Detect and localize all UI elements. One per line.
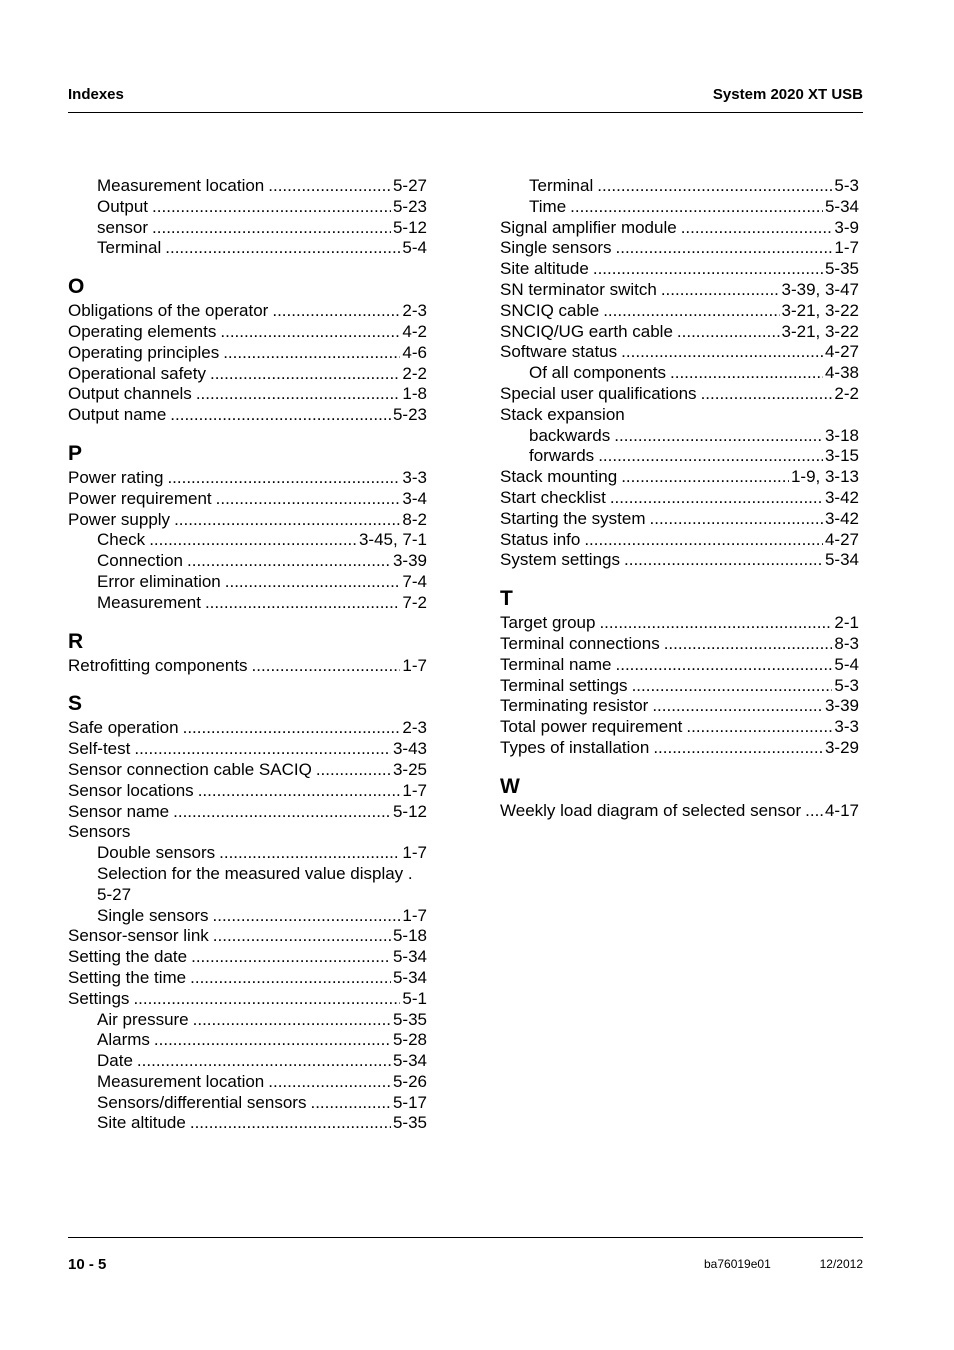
dot-leader [599, 613, 832, 634]
index-subentry [68, 176, 427, 197]
index-page-ref: 4-17 [824, 800, 859, 820]
index-term: Types of installation [500, 737, 650, 757]
index-term: Obligations of the operator [68, 301, 269, 321]
index-term: Special user qualifications [500, 383, 697, 403]
index-term: Operating principles [68, 342, 220, 362]
dot-leader [621, 467, 789, 488]
index-page-ref: 4-27 [824, 342, 859, 362]
index-page-ref: 4-38 [824, 363, 859, 383]
index-entry [500, 322, 859, 343]
dot-leader [174, 510, 400, 531]
index-entry [68, 802, 427, 823]
dot-leader [170, 405, 391, 426]
index-term: Stack mounting [500, 467, 618, 487]
dot-leader [310, 1093, 391, 1114]
header-product-name: System 2020 XT USB [712, 86, 863, 103]
index-term: Sensor name [68, 801, 170, 821]
index-term: Settings [68, 988, 130, 1008]
index-term: Output [97, 196, 149, 216]
index-subentry [68, 1030, 427, 1051]
index-term: Terminal settings [500, 675, 628, 695]
index-page-ref: 3-39, 3-47 [781, 279, 859, 299]
index-term: Software status [500, 342, 618, 362]
footer-date: 12/2012 [819, 1257, 863, 1271]
index-entry [68, 989, 427, 1010]
index-subentry [68, 843, 427, 864]
index-term: Of all components [529, 363, 667, 383]
index-page-ref: 5-4 [402, 238, 427, 258]
index-entry [68, 781, 427, 802]
index-page-ref: 3-21, 3-22 [781, 321, 859, 341]
index-entry [68, 510, 427, 531]
index-subentry [68, 1072, 427, 1093]
index-subentry [68, 218, 427, 239]
index-term: forwards [529, 446, 595, 466]
index-term: Error elimination [97, 571, 221, 591]
dot-leader [190, 968, 391, 989]
index-subentry [68, 1093, 427, 1114]
dot-leader [603, 301, 779, 322]
dot-leader [624, 550, 823, 571]
index-page-ref: 5-18 [392, 926, 427, 946]
index-page-ref: 2-2 [402, 363, 427, 383]
index-subentry [500, 363, 859, 384]
index-entry [500, 467, 859, 488]
dot-leader [223, 343, 400, 364]
index-term: Single sensors [97, 905, 209, 925]
dot-leader [616, 238, 833, 259]
index-page-ref: 5-12 [392, 217, 427, 237]
index-page-ref: 3-3 [834, 717, 859, 737]
index-term: Sensor locations [68, 780, 194, 800]
index-term: Output name [68, 405, 167, 425]
index-term: Setting the date [68, 947, 188, 967]
index-term: Power supply [68, 509, 171, 529]
index-subentry [68, 1113, 427, 1134]
index-page-ref: 3-42 [824, 487, 859, 507]
index-page-ref: 3-42 [824, 508, 859, 528]
index-page-ref: 2-3 [402, 718, 427, 738]
dot-leader [173, 802, 391, 823]
index-page-ref: 5-26 [392, 1071, 427, 1091]
index-term: Terminal [97, 238, 162, 258]
index-letter-heading: O [68, 275, 85, 299]
index-page-ref: 1-9, 3-13 [790, 467, 859, 487]
index-page-ref: 5-3 [834, 675, 859, 695]
dot-leader [134, 739, 391, 760]
index-letter-heading: R [68, 629, 84, 653]
dot-leader [225, 572, 401, 593]
index-term: Retrofitting components [68, 655, 248, 675]
index-page-ref: 3-43 [392, 739, 427, 759]
dot-leader [701, 384, 833, 405]
index-page-ref: 3-4 [402, 488, 427, 508]
dot-leader [597, 176, 832, 197]
index-entry [500, 405, 859, 426]
index-term: Weekly load diagram of selected sensor [500, 800, 802, 820]
index-entry [500, 509, 859, 530]
index-term: Terminal [529, 176, 594, 195]
dot-leader [661, 280, 780, 301]
index-column-left [68, 176, 427, 1134]
index-term: Status info [500, 529, 581, 549]
index-entry [500, 613, 859, 634]
index-entry [68, 343, 427, 364]
dot-leader [152, 218, 391, 239]
dot-leader [686, 717, 832, 738]
index-entry [68, 739, 427, 760]
dot-leader [191, 947, 391, 968]
index-page-ref: 1-7 [834, 238, 859, 258]
index-page-ref: 5-34 [392, 947, 427, 967]
dot-leader [193, 1010, 391, 1031]
index-term: Terminal connections [500, 633, 660, 653]
index-term: SNCIQ/UG earth cable [500, 321, 673, 341]
index-page-ref: 5-27 [392, 176, 427, 195]
index-term: Signal amplifier module [500, 217, 677, 237]
dot-leader [137, 1051, 391, 1072]
index-term: Date [97, 1051, 133, 1071]
index-entry [500, 696, 859, 717]
index-entry [68, 301, 427, 322]
dot-leader [584, 530, 823, 551]
index-page-ref: 5-35 [392, 1009, 427, 1029]
index-page-ref: 2-2 [834, 383, 859, 403]
index-page-ref: 2-3 [402, 301, 427, 321]
index-page-ref: 3-18 [824, 425, 859, 445]
dot-leader [268, 176, 391, 197]
dot-leader [621, 342, 823, 363]
index-term: Measurement location [97, 1071, 265, 1091]
index-term: Time [529, 196, 567, 216]
index-term: SN terminator switch [500, 279, 657, 299]
index-page-ref: 5-34 [392, 1051, 427, 1071]
index-term: Sensor-sensor link [68, 926, 209, 946]
index-term: Single sensors [500, 238, 612, 258]
index-entry [500, 738, 859, 759]
index-page-ref: 1-7 [402, 655, 427, 675]
index-page-ref: 5-28 [392, 1030, 427, 1050]
dot-leader [213, 926, 391, 947]
index-term: Operational safety [68, 363, 206, 383]
index-term: Power requirement [68, 488, 212, 508]
index-term: Setting the time [68, 967, 187, 987]
index-subentry [68, 197, 427, 218]
index-term: Total power requirement [500, 717, 683, 737]
dot-leader [196, 384, 401, 405]
dot-leader [650, 509, 823, 530]
dot-leader [133, 989, 400, 1010]
dot-leader [183, 718, 401, 739]
index-letter-heading: S [68, 692, 83, 716]
index-page-ref: 1-7 [402, 843, 427, 863]
index-entry [500, 550, 859, 571]
index-entry [500, 717, 859, 738]
index-page-ref: 8-3 [834, 633, 859, 653]
index-subentry [68, 572, 427, 593]
index-subentry [68, 1051, 427, 1072]
index-page-ref: 4-2 [402, 321, 427, 341]
dot-leader [187, 551, 391, 572]
dot-leader [220, 322, 400, 343]
index-letter-heading: P [68, 441, 83, 465]
index-page-ref: 5-34 [392, 967, 427, 987]
index-entry [500, 238, 859, 259]
dot-leader [190, 1113, 391, 1134]
dot-leader [272, 301, 400, 322]
index-page-ref: 3-25 [392, 759, 427, 779]
index-entry [68, 468, 427, 489]
header-section-title: Indexes [68, 86, 124, 103]
index-subentry [68, 238, 427, 259]
index-term: Sensors [68, 822, 131, 842]
dot-leader [805, 801, 823, 822]
index-term: Starting the system [500, 508, 646, 528]
index-page-ref: 5-34 [824, 196, 859, 216]
dot-leader [652, 696, 823, 717]
footer-document-id: ba76019e01 [704, 1257, 771, 1271]
index-page-ref: 3-15 [824, 446, 859, 466]
dot-leader [152, 197, 391, 218]
index-subentry [500, 197, 859, 218]
dot-leader [614, 426, 823, 447]
index-term: backwards [529, 425, 611, 445]
index-entry [68, 322, 427, 343]
dot-leader [593, 259, 823, 280]
dot-leader [165, 238, 400, 259]
index-entry [68, 822, 427, 843]
index-term: Connection [97, 551, 184, 571]
dot-leader [198, 781, 401, 802]
index-term: Terminal name [500, 654, 612, 674]
index-entry [68, 968, 427, 989]
index-page-ref: 5-23 [392, 405, 427, 425]
index-term: Measurement [97, 592, 201, 612]
dot-leader [570, 197, 823, 218]
index-page-ref: 5-35 [392, 1113, 427, 1133]
index-term: Measurement location [97, 176, 265, 195]
index-page-ref: 5-17 [392, 1092, 427, 1112]
index-subentry [500, 176, 859, 197]
index-page-ref: 5-23 [392, 196, 427, 216]
index-subentry [68, 530, 427, 551]
header-divider [68, 112, 863, 113]
dot-leader [205, 593, 400, 614]
index-term: Self-test [68, 739, 131, 759]
index-entry [68, 384, 427, 405]
dot-leader [610, 488, 823, 509]
index-page-ref: 5-34 [824, 550, 859, 570]
index-entry [68, 656, 427, 677]
index-term: System settings [500, 550, 620, 570]
index-entry [500, 280, 859, 301]
index-entry [500, 384, 859, 405]
index-letter-heading: W [500, 774, 520, 798]
index-page-ref: 8-2 [402, 509, 427, 529]
index-term: Terminating resistor [500, 696, 649, 716]
dot-leader [598, 446, 823, 467]
index-term: Target group [500, 613, 596, 633]
index-page-ref: 3-3 [402, 467, 427, 487]
dot-leader [681, 218, 833, 239]
index-term: sensor [97, 217, 149, 237]
index-page-ref: 7-2 [402, 592, 427, 612]
footer-divider [68, 1237, 863, 1238]
dot-leader [664, 634, 833, 655]
dot-leader [210, 364, 400, 385]
index-page-ref: 1-8 [402, 384, 427, 404]
footer-page-number: 10 - 5 [68, 1256, 107, 1273]
index-page-ref: 1-7 [402, 905, 427, 925]
index-entry [500, 342, 859, 363]
index-subentry [500, 426, 859, 447]
index-subentry [68, 551, 427, 572]
dot-leader [219, 843, 400, 864]
dot-leader [167, 468, 400, 489]
index-term: Double sensors [97, 843, 216, 863]
index-entry [500, 301, 859, 322]
index-term: Sensors/differential sensors [97, 1092, 307, 1112]
index-term: Safe operation [68, 718, 179, 738]
index-page-ref: 3-39 [824, 696, 859, 716]
index-term: Air pressure [97, 1009, 189, 1029]
dot-leader [677, 322, 780, 343]
index-page-ref: 4-6 [402, 342, 427, 362]
index-entry [500, 259, 859, 280]
index-term: Site altitude [500, 259, 589, 279]
index-term: Start checklist [500, 487, 606, 507]
index-entry [500, 218, 859, 239]
index-term: Power rating [68, 467, 164, 487]
index-term: Operating elements [68, 321, 217, 341]
index-page-ref: 3-21, 3-22 [781, 300, 859, 320]
index-page-ref: 3-29 [824, 737, 859, 757]
index-term: Alarms [97, 1030, 150, 1050]
dot-leader [216, 489, 401, 510]
index-entry [500, 634, 859, 655]
dot-leader [149, 530, 357, 551]
index-page-ref: 3-45, 7-1 [358, 530, 427, 550]
index-entry [500, 655, 859, 676]
index-subentry [68, 593, 427, 614]
dot-leader [616, 655, 833, 676]
index-entry [68, 947, 427, 968]
index-page-ref: 1-7 [402, 780, 427, 800]
dot-leader [670, 363, 823, 384]
index-page-ref: 3-39 [392, 551, 427, 571]
index-page-ref: 4-27 [824, 529, 859, 549]
index-letter-heading: T [500, 587, 513, 611]
dot-leader [252, 656, 401, 677]
index-term: Sensor connection cable SACIQ [68, 759, 312, 779]
dot-leader [154, 1030, 391, 1051]
index-subentry [500, 446, 859, 467]
index-page-ref: 3-9 [834, 217, 859, 237]
index-column-right [500, 176, 859, 822]
index-entry [500, 530, 859, 551]
index-entry [500, 488, 859, 509]
index-term: Selection for the measured value display . 5-27 [97, 863, 413, 904]
index-page-ref: 5-3 [834, 176, 859, 195]
index-page-ref: 7-4 [402, 571, 427, 591]
index-page-ref: 5-4 [834, 654, 859, 674]
index-subentry [68, 864, 427, 906]
dot-leader [632, 676, 833, 697]
dot-leader [316, 760, 391, 781]
index-subentry [68, 1010, 427, 1031]
index-entry [68, 405, 427, 426]
index-entry [68, 718, 427, 739]
index-entry [68, 364, 427, 385]
dot-leader [213, 906, 401, 927]
index-subentry [68, 906, 427, 927]
index-term: Check [97, 530, 146, 550]
index-entry [500, 676, 859, 697]
index-page-ref: 2-1 [834, 613, 859, 633]
index-page-ref: 5-1 [402, 988, 427, 1008]
index-entry [500, 801, 859, 822]
index-page-ref: 5-12 [392, 801, 427, 821]
index-entry [68, 926, 427, 947]
dot-leader [653, 738, 823, 759]
index-term: Site altitude [97, 1113, 186, 1133]
index-term: SNCIQ cable [500, 300, 600, 320]
index-entry [68, 489, 427, 510]
dot-leader [268, 1072, 391, 1093]
index-page-ref: 5-35 [824, 259, 859, 279]
index-term: Output channels [68, 384, 192, 404]
index-term: Stack expansion [500, 404, 625, 424]
index-entry [68, 760, 427, 781]
